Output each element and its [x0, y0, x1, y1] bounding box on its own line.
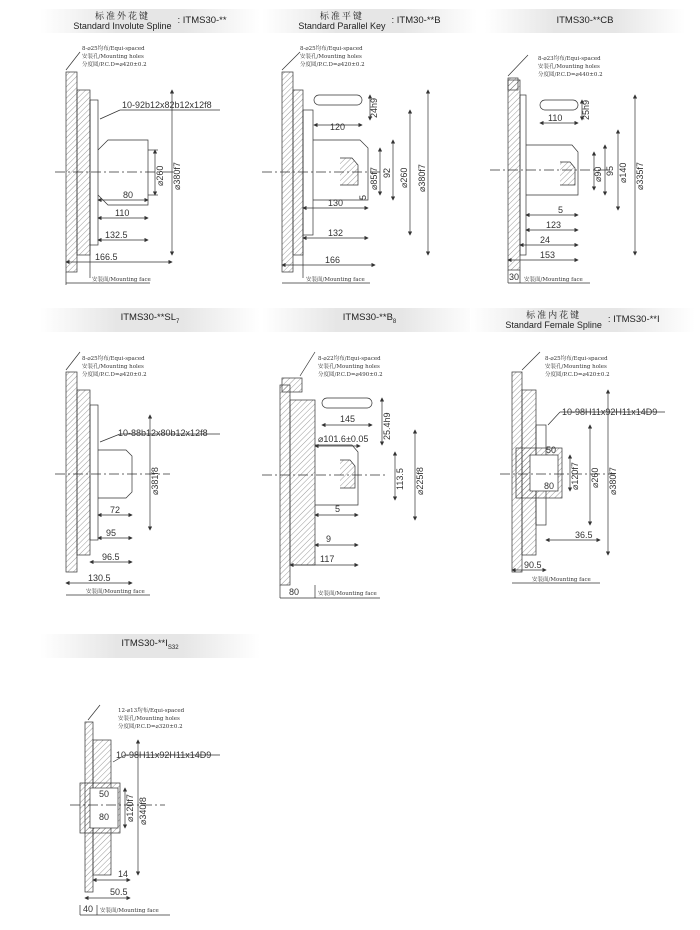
- dim-label: 24h9: [369, 97, 379, 118]
- header-en: Standard Involute Spline: [73, 21, 172, 31]
- header-code: : ITMS30-**I: [607, 314, 660, 325]
- mounting-holes-note: 安装孔/Mounting holes: [300, 54, 362, 60]
- dim-label: ⌀90: [593, 166, 603, 182]
- dim-label: 130.5: [88, 573, 111, 583]
- pcd-note: 分度圆/P.C.D=⌀420±0.2: [300, 62, 365, 68]
- dim-label: 80: [289, 587, 300, 597]
- dim-label: 110: [115, 208, 130, 218]
- mounting-face-note: 安装面/Mounting face: [100, 908, 159, 914]
- dim-label: ⌀120f7: [125, 794, 135, 822]
- mounting-face-note: 安装面/Mounting face: [86, 589, 145, 595]
- dim-label: 166: [325, 255, 341, 265]
- dim-label: ⌀85f7: [369, 167, 379, 190]
- header-en: Standard Parallel Key: [298, 21, 386, 31]
- dim-label: 132: [328, 228, 344, 238]
- drawing-b8: [262, 352, 415, 598]
- header-code-main: ITMS30-**B: [342, 312, 393, 324]
- header-en: Standard Female Spline: [505, 320, 602, 330]
- dim-label: 110: [548, 113, 563, 123]
- dim-label: 30: [509, 272, 520, 282]
- dim-label: 80: [544, 481, 555, 491]
- dim-label: 36.5: [575, 530, 593, 540]
- header-sub: S32: [167, 644, 179, 651]
- dim-label: 5: [358, 194, 368, 200]
- dim-label: 96.5: [102, 552, 120, 562]
- dim-label: 117: [320, 554, 335, 564]
- dim-label: 92: [382, 167, 392, 178]
- pcd-note: 分度圆/P.C.D=⌀420±0.2: [82, 372, 147, 378]
- dim-label: 130: [328, 198, 344, 208]
- dim-label: 14: [118, 869, 129, 879]
- spline-spec: 10-98H11x92H11x14D9: [562, 407, 658, 417]
- dim-label: 5: [335, 504, 341, 514]
- dim-label: 95: [106, 528, 117, 538]
- dim-label: ⌀225f8: [415, 467, 425, 495]
- dim-label: 166.5: [95, 252, 118, 262]
- dim-label: 123: [546, 220, 562, 230]
- mounting-face-note: 安装面/Mounting face: [306, 277, 365, 283]
- pcd-note: 分度圆/P.C.D=⌀490±0.2: [318, 372, 383, 378]
- spline-spec: 10-88b12x80b12x12f8: [118, 428, 208, 438]
- dim-label: ⌀260: [155, 165, 165, 186]
- holes-note: 8-⌀23均布/Equi-spaced: [538, 56, 601, 62]
- pcd-note: 分度圆/P.C.D=⌀420±0.2: [545, 372, 610, 378]
- header-cn: 标准内花键: [526, 310, 582, 320]
- mounting-holes-note: 安装孔/Mounting holes: [118, 716, 180, 722]
- holes-note: 8-⌀25均布/Equi-spaced: [82, 46, 145, 52]
- dim-label: ⌀260: [590, 467, 600, 488]
- dim-label: 25.4h9: [382, 412, 392, 440]
- mounting-face-note: 安装面/Mounting face: [524, 277, 583, 283]
- dim-label: 24: [540, 235, 551, 245]
- header-code-main: ITMS30-**SL: [120, 312, 177, 324]
- spline-spec: 10-92b12x82b12x12f8: [122, 100, 212, 110]
- spline-spec: 10-98H11x92H11x14D9: [116, 750, 212, 760]
- mounting-face-note: 安装面/Mounting face: [92, 277, 151, 283]
- header-cn: 标准外花键: [94, 11, 150, 21]
- dim-label: 132.5: [105, 230, 128, 240]
- drawing-parallel-key: [262, 52, 428, 283]
- pcd-note: 分度圆/P.C.D=⌀440±0.2: [538, 72, 603, 78]
- dim-label: 50: [99, 789, 110, 799]
- mounting-holes-note: 安装孔/Mounting holes: [538, 64, 600, 70]
- dim-label: 90.5: [524, 560, 542, 570]
- dim-label: ⌀260: [399, 167, 409, 188]
- drawing-female-spline: [500, 352, 665, 583]
- pcd-note: 分度圆/P.C.D=⌀320±0.2: [118, 724, 183, 730]
- header-sub: 8: [392, 318, 397, 325]
- header-cn: 标准平键: [319, 11, 364, 21]
- dim-label: 40: [83, 904, 94, 914]
- dim-label: 153: [540, 250, 556, 260]
- dim-label: ⌀380f7: [172, 162, 182, 190]
- header-code: : ITMS30-**: [177, 15, 227, 26]
- dim-label: 5: [558, 205, 564, 215]
- dim-label: 120: [330, 122, 346, 132]
- dim-label: ⌀381f8: [150, 467, 160, 495]
- holes-note: 8-⌀25均布/Equi-spaced: [545, 356, 608, 362]
- dim-label: 50: [546, 445, 557, 455]
- mounting-holes-note: 安装孔/Mounting holes: [82, 54, 144, 60]
- header-code: : ITM30-**B: [391, 15, 441, 26]
- holes-note: 12-⌀13均布/Equi-spaced: [118, 708, 185, 714]
- dim-label: ⌀380f7: [608, 467, 618, 495]
- dim-label: 145: [340, 414, 356, 424]
- header-code: ITMS30-**CB: [556, 15, 614, 26]
- dim-label: ⌀380f7: [417, 164, 427, 192]
- mounting-holes-note: 安装孔/Mounting holes: [82, 364, 144, 370]
- holes-note: 8-⌀25均布/Equi-spaced: [300, 46, 363, 52]
- holes-note: 8-⌀22均布/Equi-spaced: [318, 356, 381, 362]
- dim-label: 72: [110, 505, 121, 515]
- holes-note: 8-⌀25均布/Equi-spaced: [82, 356, 145, 362]
- mounting-face-note: 安装面/Mounting face: [532, 577, 591, 583]
- pcd-note: 分度圆/P.C.D=⌀420±0.2: [82, 62, 147, 68]
- dim-label: 95: [605, 165, 615, 176]
- dim-label: 113.5: [395, 468, 405, 490]
- dim-label: 50.5: [110, 887, 128, 897]
- dim-label: ⌀140: [618, 162, 628, 183]
- dim-label: 80: [99, 812, 110, 822]
- mounting-holes-note: 安装孔/Mounting holes: [545, 364, 607, 370]
- drawing-involute-spline: [55, 52, 220, 285]
- header-sub: 7: [176, 318, 180, 325]
- dim-label: ⌀340f8: [138, 797, 148, 825]
- dim-label: 25h9: [581, 99, 591, 120]
- header-code-main: ITMS30-**I: [121, 638, 168, 650]
- dim-label: 80: [123, 190, 134, 200]
- mounting-holes-note: 安装孔/Mounting holes: [318, 364, 380, 370]
- mounting-face-note: 安装面/Mounting face: [318, 591, 377, 597]
- dim-label: ⌀120f7: [570, 462, 580, 490]
- dim-label: ⌀101.6±0.05: [318, 434, 369, 444]
- drawing-sl7: [55, 352, 220, 595]
- dim-label: 9: [326, 534, 332, 544]
- dim-label: ⌀335f7: [635, 162, 645, 190]
